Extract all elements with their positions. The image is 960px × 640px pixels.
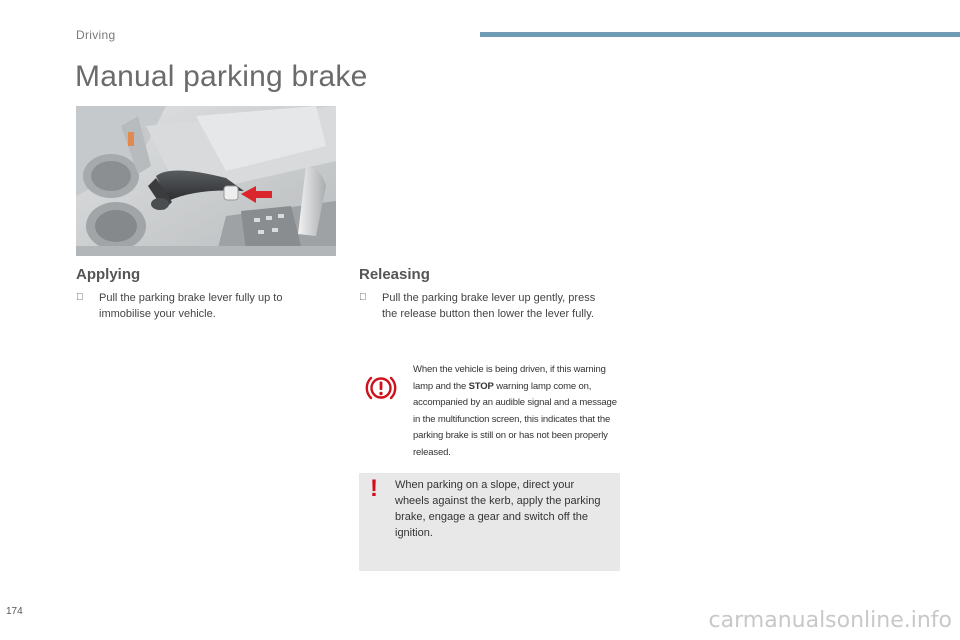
header-rule (480, 32, 960, 37)
applying-step (76, 290, 321, 322)
parking-brake-illustration (76, 106, 336, 256)
warning-text (413, 362, 623, 461)
exclamation-icon: ! (370, 475, 378, 502)
section-label: Driving (76, 28, 116, 42)
releasing-step (359, 290, 604, 322)
warning-text-after: warning lamp come on, accompanied by an audible signal and a message in the multifunction screen, this indicates that the parking brake is still on or has not been properly released. (413, 380, 617, 458)
page-title: Manual parking brake (75, 60, 368, 93)
note-text: When parking on a slope, direct your wheels against the kerb, apply the parking brake, engage a gear and switch off the ignition. (395, 479, 601, 539)
warning-text-before: When the vehicle is being driven, if this warning lamp and the (413, 364, 606, 392)
brake-warning-lamp-icon (365, 372, 397, 404)
step-bullet-icon (76, 290, 84, 306)
step-bullet-icon (359, 290, 367, 306)
releasing-step-text: Pull the parking brake lever up gently, press the release button then lower the lever fully. (382, 292, 596, 320)
parking-brake-photo (76, 106, 336, 256)
stop-label: STOP (468, 380, 494, 392)
releasing-heading: Releasing (359, 266, 430, 283)
slope-parking-note (359, 473, 620, 571)
watermark: carmanualsonline.info (708, 608, 952, 633)
applying-step-text: Pull the parking brake lever fully up to immobilise your vehicle. (99, 292, 283, 320)
page-number: 174 (6, 606, 23, 617)
applying-heading: Applying (76, 266, 141, 283)
